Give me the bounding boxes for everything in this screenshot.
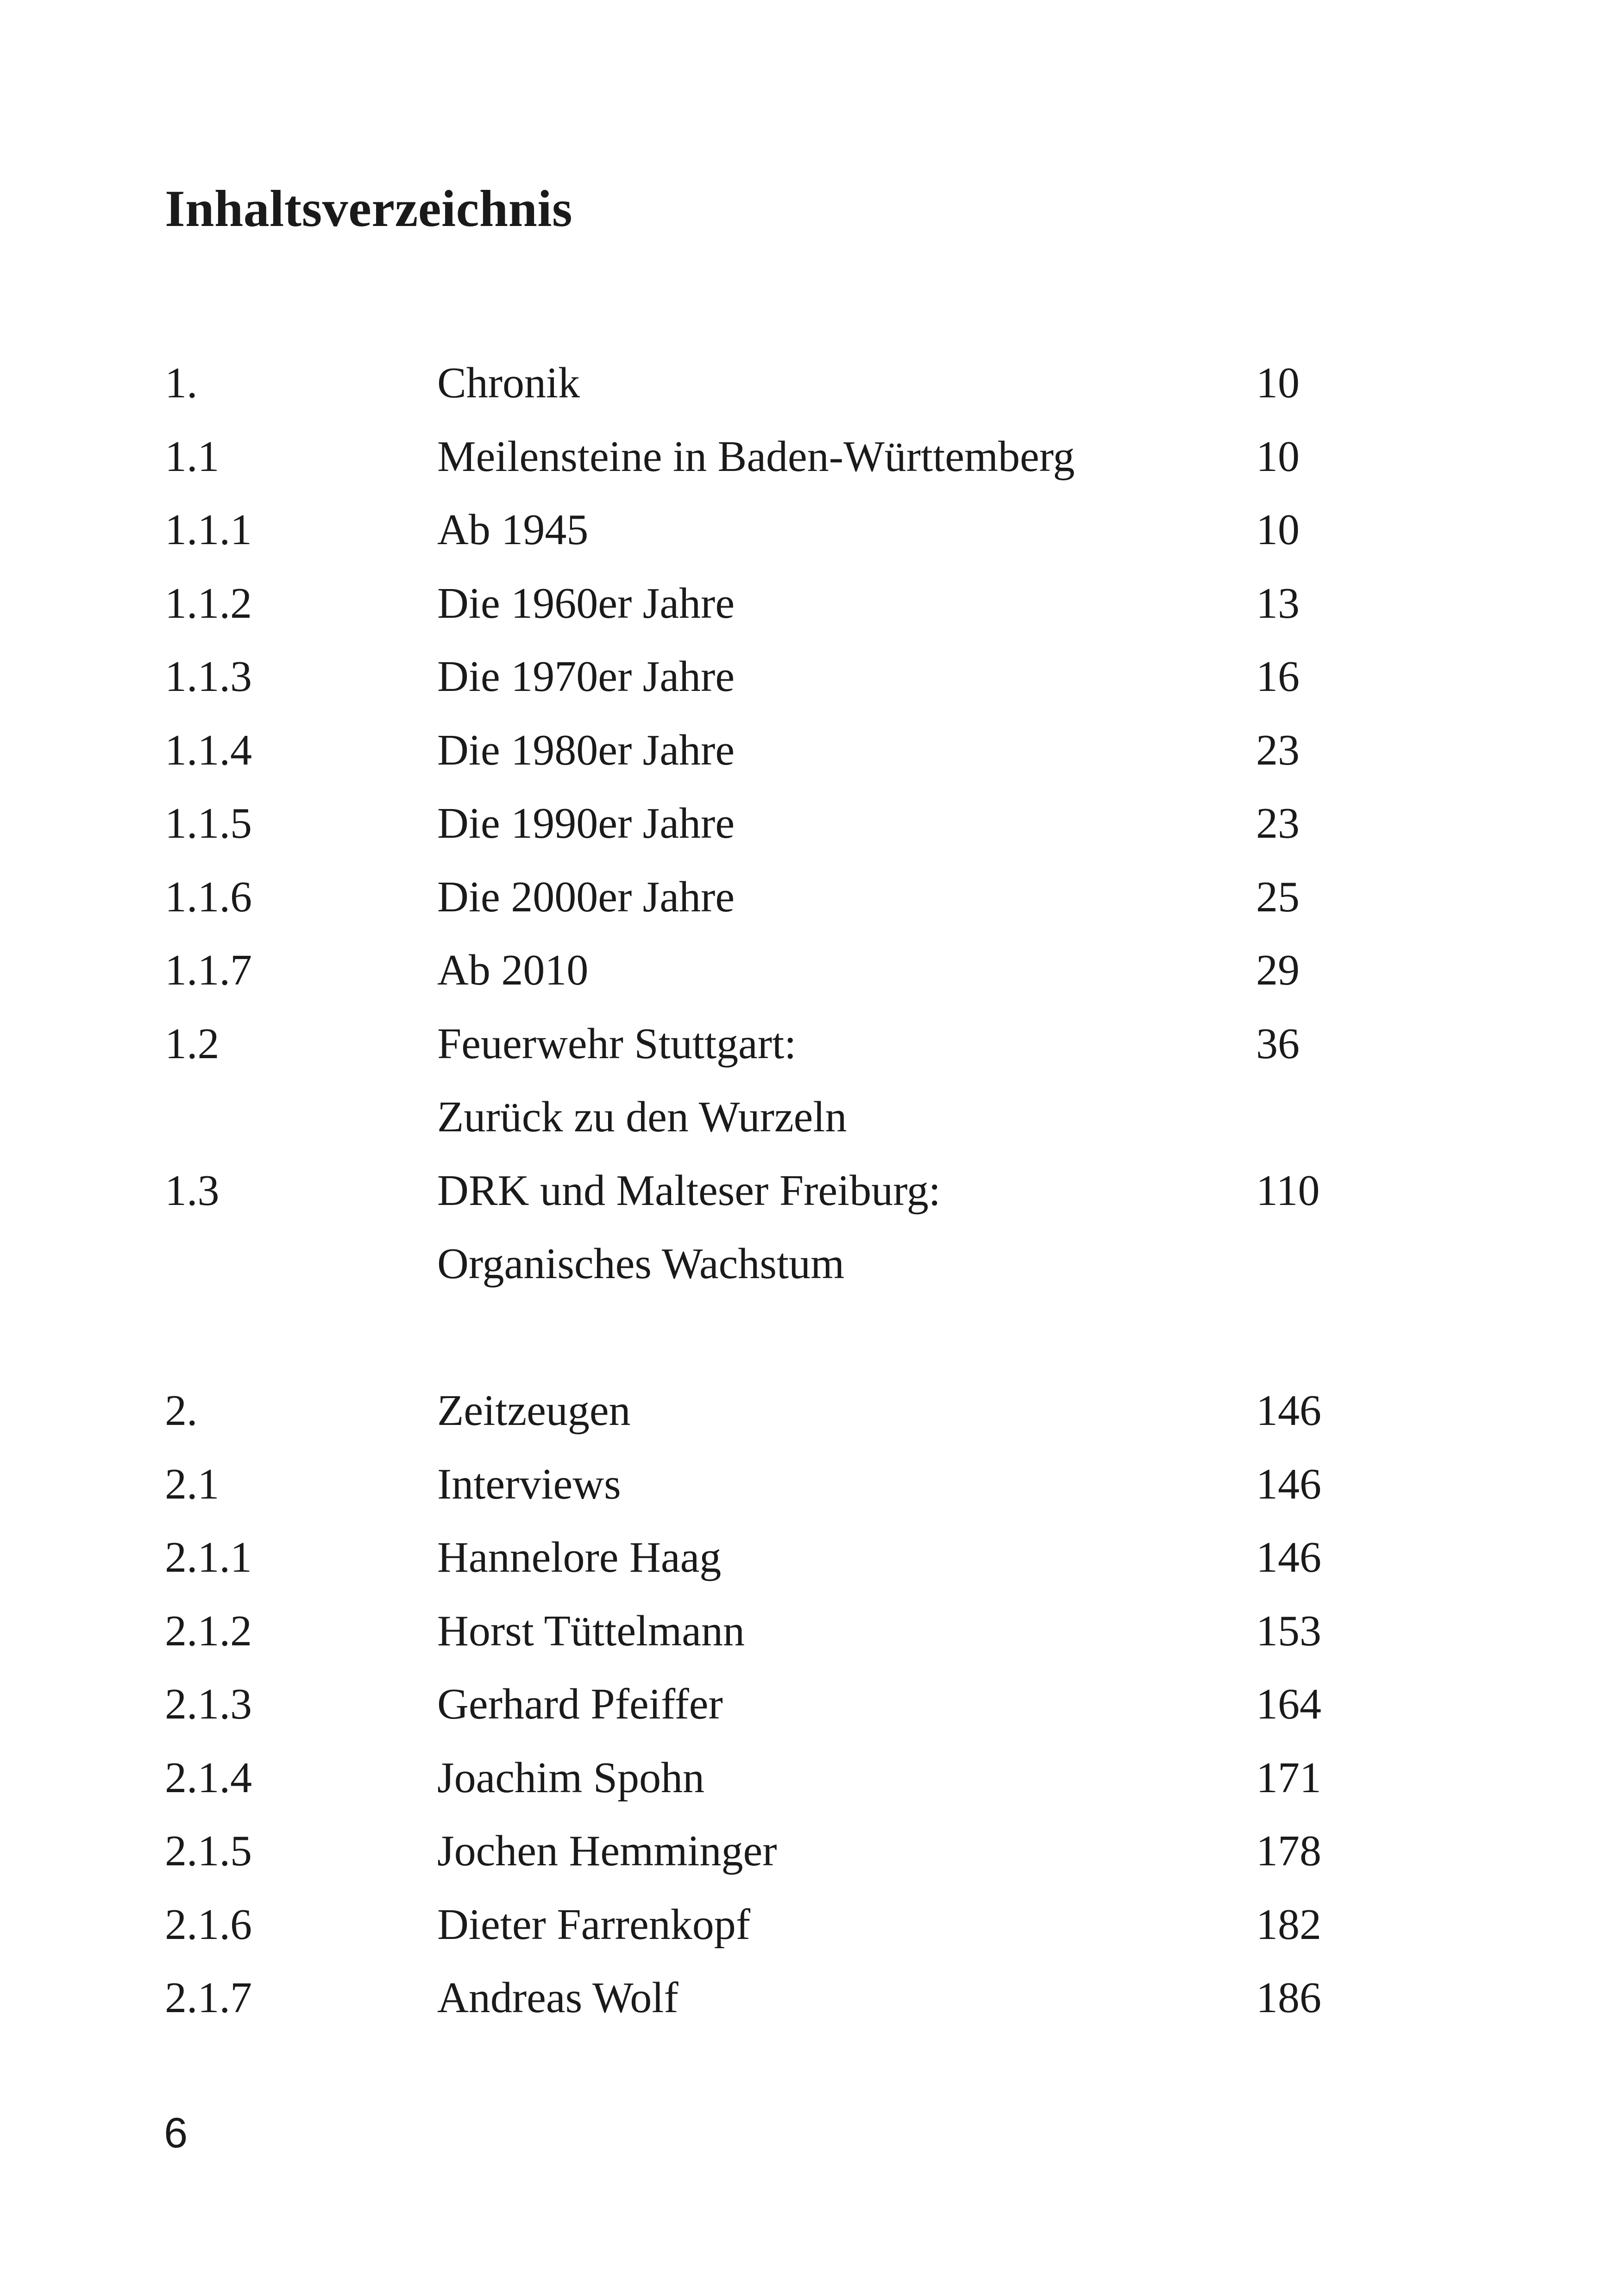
toc-page: 10	[1256, 506, 1300, 554]
toc-title: Dieter Farrenkopf	[437, 1900, 750, 1949]
toc-row	[165, 432, 1369, 508]
toc-number: 2.1.1	[165, 1533, 252, 1581]
toc-title: Andreas Wolf	[437, 1974, 679, 2022]
toc-row	[165, 948, 1369, 1022]
toc-row	[165, 652, 1369, 728]
toc-title: Ab 1945	[437, 506, 589, 554]
table-of-contents	[165, 361, 1369, 2050]
toc-row	[165, 1976, 1369, 2050]
toc-row	[165, 799, 1369, 875]
toc-page: 164	[1256, 1680, 1321, 1728]
toc-row	[165, 1533, 1369, 1609]
toc-title: Die 1980er Jahre	[437, 726, 735, 774]
toc-number: 2.1.2	[165, 1606, 252, 1655]
toc-title: Die 1960er Jahre	[437, 579, 735, 627]
toc-row	[165, 1682, 1369, 1756]
toc-number: 2.1	[165, 1460, 220, 1508]
toc-page: 23	[1256, 799, 1300, 847]
toc-number: 1.2	[165, 1019, 220, 1068]
page-number: 6	[164, 2109, 188, 2157]
toc-page: 23	[1256, 726, 1300, 774]
toc-number: 2.1.5	[165, 1827, 252, 1875]
toc-row	[165, 1606, 1369, 1683]
toc-number: 1.1.4	[165, 726, 252, 774]
toc-number: 1.	[165, 359, 198, 407]
toc-page: 171	[1256, 1753, 1321, 1802]
toc-page: 146	[1256, 1533, 1321, 1581]
toc-number: 1.1.2	[165, 579, 252, 627]
toc-title: Die 2000er Jahre	[437, 872, 735, 921]
toc-page: 182	[1256, 1900, 1321, 1949]
toc-row	[165, 1019, 1369, 1096]
toc-title: Zeitzeugen	[437, 1386, 631, 1435]
toc-page: 146	[1256, 1386, 1321, 1435]
toc-row	[165, 1829, 1369, 1903]
toc-row	[165, 508, 1369, 582]
toc-page: 10	[1256, 359, 1300, 407]
toc-title: Die 1990er Jahre	[437, 799, 735, 847]
toc-title: Ab 2010	[437, 946, 589, 994]
toc-number: 1.1.7	[165, 946, 252, 994]
toc-number: 1.1	[165, 432, 220, 481]
toc-title: Meilensteine in Baden-Württemberg	[437, 432, 1075, 481]
toc-number: 1.1.6	[165, 872, 252, 921]
toc-row	[165, 1462, 1369, 1536]
toc-title: Gerhard Pfeiffer	[437, 1680, 723, 1728]
toc-page: 110	[1256, 1166, 1320, 1215]
toc-title: Hannelore Haag	[437, 1533, 722, 1581]
toc-title: Horst Tüttelmann	[437, 1606, 745, 1655]
toc-row-continuation	[165, 1095, 1369, 1169]
toc-page: 36	[1256, 1019, 1300, 1068]
toc-page: 10	[1256, 432, 1300, 481]
toc-title: Chronik	[437, 359, 580, 407]
toc-page: 178	[1256, 1827, 1321, 1875]
toc-row	[165, 361, 1369, 435]
toc-page: 153	[1256, 1606, 1321, 1655]
toc-title: Feuerwehr Stuttgart:	[437, 1019, 797, 1068]
toc-title: Die 1970er Jahre	[437, 652, 735, 701]
toc-number: 1.1.3	[165, 652, 252, 701]
toc-row	[165, 728, 1369, 802]
toc-row	[165, 1386, 1369, 1462]
toc-title: Zurück zu den Wurzeln	[437, 1093, 847, 1141]
toc-row	[165, 872, 1369, 949]
toc-page: 146	[1256, 1460, 1321, 1508]
toc-title: DRK und Malteser Freiburg:	[437, 1166, 941, 1215]
toc-number: 2.1.4	[165, 1753, 252, 1802]
toc-row-continuation	[165, 1242, 1369, 1316]
toc-row	[165, 579, 1369, 655]
toc-number: 2.1.7	[165, 1974, 252, 2022]
toc-number: 1.1.1	[165, 506, 252, 554]
page-title: Inhaltsverzeichnis	[165, 180, 573, 238]
toc-number: 1.3	[165, 1166, 220, 1215]
toc-number: 1.1.5	[165, 799, 252, 847]
toc-page: 13	[1256, 579, 1300, 627]
toc-page: 25	[1256, 872, 1300, 921]
toc-title: Jochen Hemminger	[437, 1827, 777, 1875]
toc-row	[165, 1166, 1369, 1242]
toc-page: 16	[1256, 652, 1300, 701]
toc-number: 2.1.6	[165, 1900, 252, 1949]
toc-page: 29	[1256, 946, 1300, 994]
toc-title: Organisches Wachstum	[437, 1240, 845, 1288]
section-spacer	[165, 1316, 1369, 1389]
toc-row	[165, 1753, 1369, 1830]
toc-row	[165, 1900, 1369, 1976]
toc-number: 2.	[165, 1386, 198, 1435]
toc-title: Joachim Spohn	[437, 1753, 705, 1802]
toc-page: 186	[1256, 1974, 1321, 2022]
toc-title: Interviews	[437, 1460, 621, 1508]
toc-number: 2.1.3	[165, 1680, 252, 1728]
